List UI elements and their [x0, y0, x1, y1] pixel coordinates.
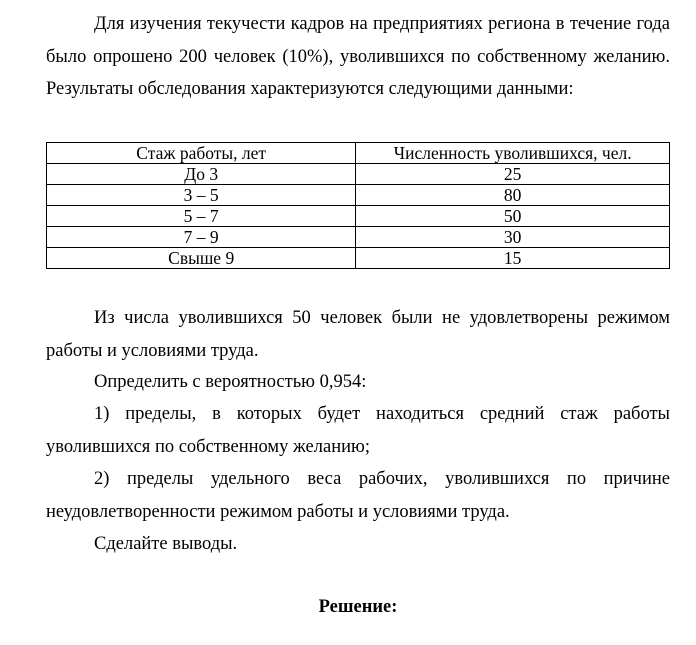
table-header-experience: Стаж работы, лет — [47, 143, 356, 164]
paragraph-conclusions-line: Сделайте выводы. — [94, 534, 238, 554]
data-table — [46, 142, 670, 269]
table-header-row — [47, 143, 670, 164]
paragraph-task-1 — [46, 398, 670, 463]
paragraph-task-1-line-1: 1) пределы, в которых будет находиться средний стаж работы — [94, 404, 670, 424]
table-cell-count: 80 — [356, 185, 670, 206]
table-header-count: Численность уволившихся, чел. — [356, 143, 670, 164]
solution-heading: Решение: — [318, 597, 398, 617]
paragraph-dissatisfied-line-1: Из числа уволившихся 50 человек были не удовлетворены режимом — [94, 308, 670, 328]
table-row — [47, 185, 670, 206]
paragraph-conclusions — [46, 528, 670, 561]
paragraph-task-2 — [46, 463, 670, 528]
paragraph-task-2-line-1: 2) пределы удельного веса рабочих, уволившихся по причине — [94, 469, 670, 489]
table-cell-count: 15 — [356, 248, 670, 269]
paragraph-task-1-line-2: уволившихся по собственному желанию; — [46, 436, 370, 457]
intro-line-2: было опрошено 200 человек (10%), уволившихся по собственному желанию. — [46, 46, 670, 67]
intro-line-1: Для изучения текучести кадров на предприятиях региона в течение года — [94, 14, 670, 34]
table-row — [47, 164, 670, 185]
paragraph-task-2-line-2: неудовлетворенности режимом работы и условиями труда. — [46, 501, 510, 522]
table-cell-experience: Свыше 9 — [47, 248, 356, 269]
table-cell-experience: 7 – 9 — [47, 227, 356, 248]
table-row — [47, 227, 670, 248]
paragraph-dissatisfied-line-2: работы и условиями труда. — [46, 340, 259, 361]
intro-paragraph — [46, 8, 670, 106]
table-cell-experience: До 3 — [47, 164, 356, 185]
paragraph-dissatisfied — [46, 302, 670, 367]
table-row — [47, 206, 670, 227]
table-row — [47, 248, 670, 269]
table-cell-count: 50 — [356, 206, 670, 227]
intro-line-3: Результаты обследования характеризуются следующими данными: — [46, 79, 574, 99]
table-cell-count: 25 — [356, 164, 670, 185]
table-cell-count: 30 — [356, 227, 670, 248]
paragraph-probability — [46, 366, 670, 399]
paragraph-probability-line: Определить с вероятностью 0,954: — [94, 372, 367, 392]
table-cell-experience: 5 – 7 — [47, 206, 356, 227]
table-cell-experience: 3 – 5 — [47, 185, 356, 206]
